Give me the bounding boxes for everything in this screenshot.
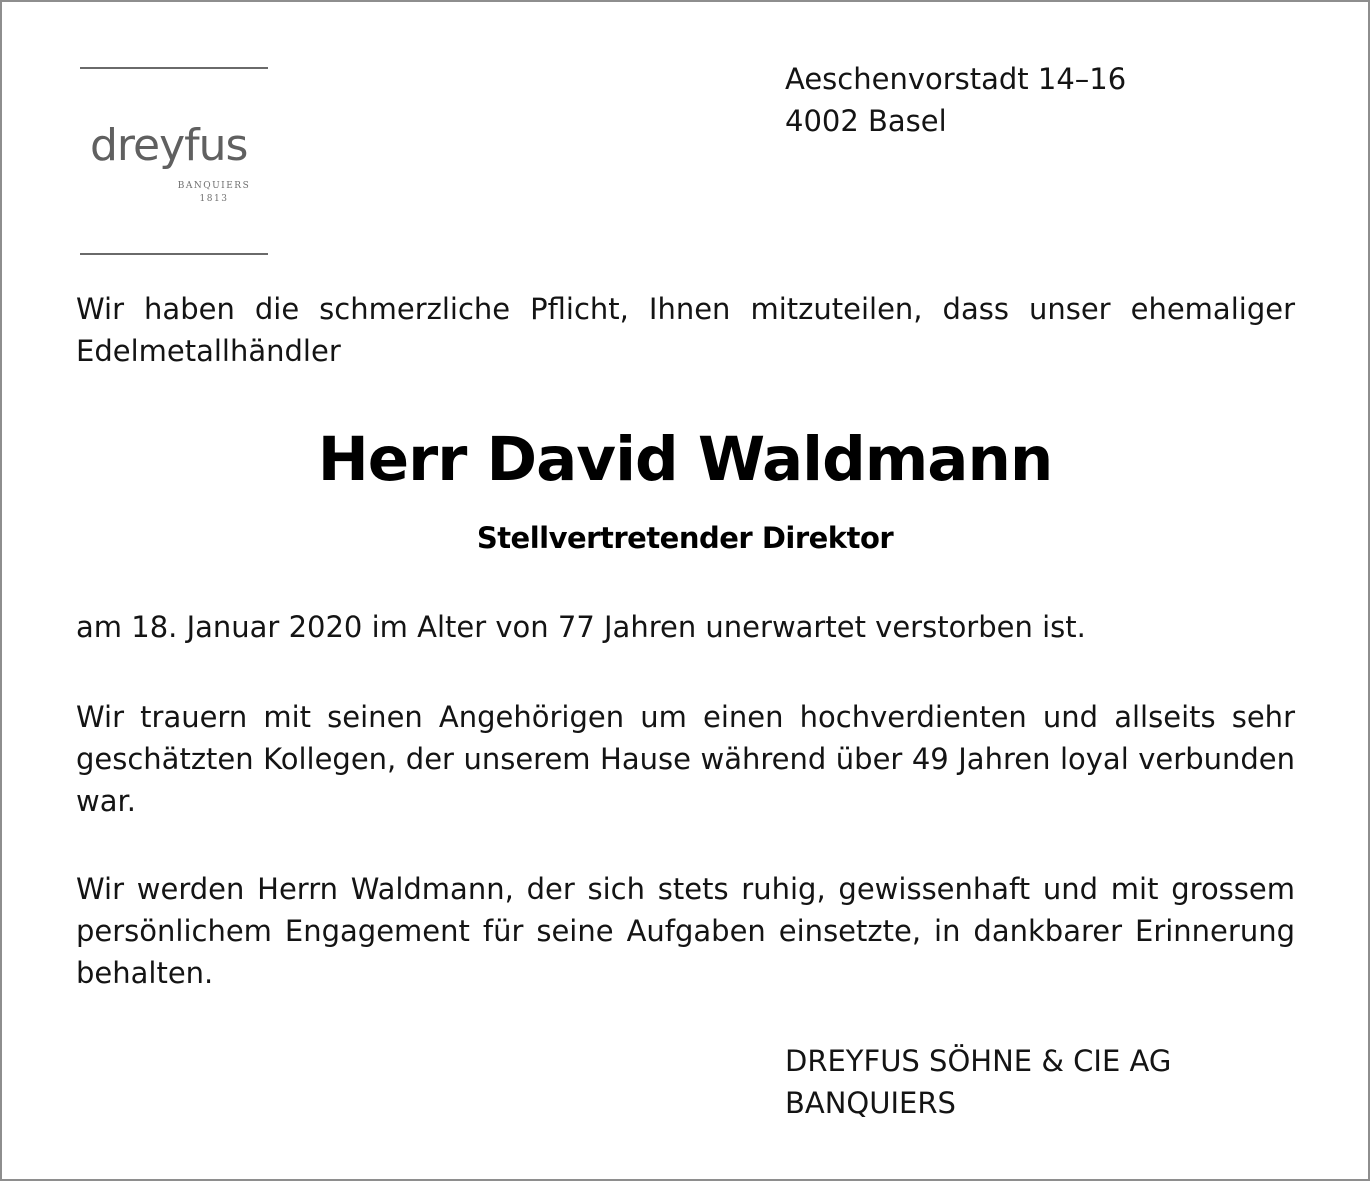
remembrance-paragraph: Wir werden Herrn Waldmann, der sich stets ruhig, gewissenhaft und mit grossem persönlichem Engagement für seine Aufgaben einsetzte, in dankbarer Erinnerung behalten. xyxy=(76,872,1295,990)
sender-address xyxy=(785,58,1126,142)
logo-bottom-rule xyxy=(80,253,268,255)
logo-top-rule xyxy=(80,67,268,69)
deceased-role: Stellvertretender Direktor xyxy=(476,521,894,555)
logo-subtitle: BANQUIERS xyxy=(177,181,251,191)
date-paragraph: am 18. Januar 2020 im Alter von 77 Jahren unerwartet verstorben ist. xyxy=(76,610,1086,644)
logo-year: 1813 xyxy=(199,194,229,204)
mourning-paragraph: Wir trauern mit seinen Angehörigen um einen hochverdienten und allseits sehr geschätzten Kollegen, der unserem Hause während über 49 Jahren loyal verbunden war. xyxy=(76,700,1295,818)
address-street: Aeschenvorstadt 14–16 xyxy=(785,62,1127,96)
address-city: 4002 Basel xyxy=(785,104,947,138)
signature-company: DREYFUS SÖHNE & CIE AG xyxy=(785,1044,1172,1078)
signature xyxy=(785,1040,1171,1124)
signature-line2: BANQUIERS xyxy=(785,1086,956,1120)
logo-wordmark: dreyfus xyxy=(90,120,248,171)
intro-paragraph: Wir haben die schmerzliche Pflicht, Ihnen mitzuteilen, dass unser ehemaliger Edelmetallhändler xyxy=(76,292,1295,368)
deceased-name: Herr David Waldmann xyxy=(317,424,1053,495)
